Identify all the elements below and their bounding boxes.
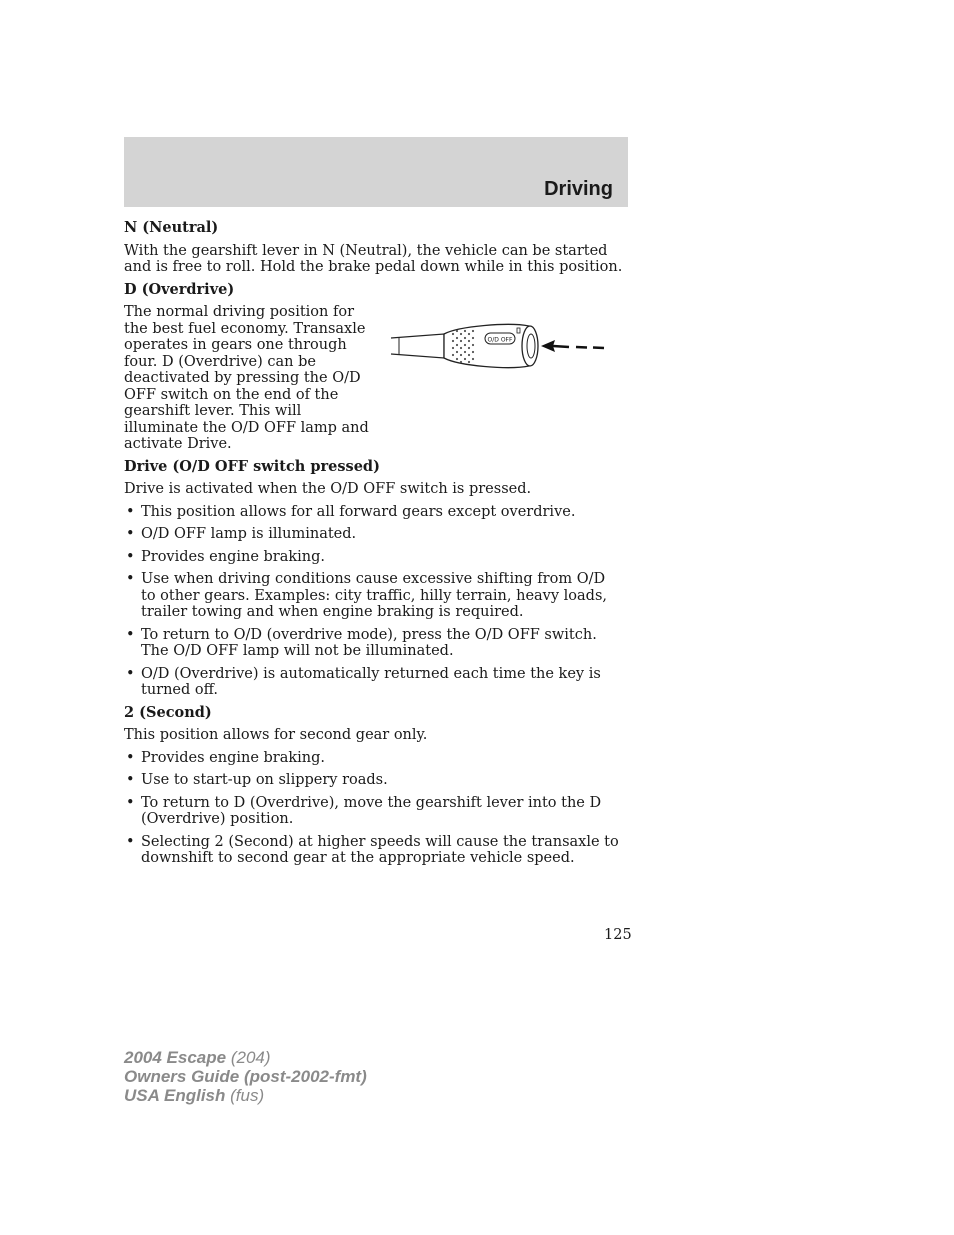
page-number: 125 xyxy=(604,927,632,943)
neutral-heading: N (Neutral) xyxy=(124,219,219,236)
list-item: • Provides engine braking. xyxy=(124,549,624,566)
section-header-band xyxy=(124,137,628,207)
overdrive-section xyxy=(124,304,624,453)
overdrive-heading: D (Overdrive) xyxy=(124,280,235,298)
second-text: This position allows for second gear only. xyxy=(124,727,428,743)
document-footer xyxy=(124,1048,367,1105)
list-item: • O/D (Overdrive) is automatically returned each time the key is turned off. xyxy=(124,666,624,699)
list-item: • Provides engine braking. xyxy=(124,750,624,767)
list-item: • To return to O/D (overdrive mode), press the O/D OFF switch. The O/D OFF lamp will not be illuminated. xyxy=(124,627,624,660)
footer-line-language xyxy=(124,1086,367,1105)
footer-line-guide xyxy=(124,1067,367,1086)
footer-model-code: (204) xyxy=(230,1048,271,1067)
list-item: • Use to start-up on slippery roads. xyxy=(124,772,624,789)
footer-language: USA English xyxy=(124,1086,226,1105)
drive-heading: Drive (O/D OFF switch pressed) xyxy=(124,457,380,475)
list-item: • This position allows for all forward gears except overdrive. xyxy=(124,504,624,521)
footer-model: 2004 Escape xyxy=(124,1048,227,1067)
second-bullet-list xyxy=(124,750,624,867)
neutral-text: With the gearshift lever in N (Neutral), the vehicle can be started and is free to roll. Hold the brake pedal down while in this position. xyxy=(124,242,623,275)
list-item: • O/D OFF lamp is illuminated. xyxy=(124,526,624,543)
second-heading: 2 (Second) xyxy=(124,703,212,721)
page-content xyxy=(124,220,624,873)
overdrive-text: The normal driving position for the best fuel economy. Transaxle operates in gears one through four. D (Overdrive) can be deactivated by pressing the O/D OFF switch on the end of the gearshift lever. This will illuminate the O/D OFF lamp and activate Drive. xyxy=(124,304,369,452)
list-item: • To return to D (Overdrive), move the gearshift lever into the D (Overdrive) position. xyxy=(124,795,624,828)
footer-language-code: (fus) xyxy=(230,1086,265,1105)
drive-bullet-list xyxy=(124,504,624,699)
section-title: Driving xyxy=(544,178,613,200)
od-off-switch-label: O/D OFF xyxy=(487,336,513,344)
footer-guide: Owners Guide (post-2002-fmt) xyxy=(124,1067,367,1086)
list-item: • Use when driving conditions cause excessive shifting from O/D to other gears. Examples: city traffic, hilly terrain, heavy loads, trailer towing and when engine braking is required. xyxy=(124,571,624,621)
drive-text: Drive is activated when the O/D OFF switch is pressed. xyxy=(124,481,532,497)
footer-line-model xyxy=(124,1048,367,1067)
list-item: • Selecting 2 (Second) at higher speeds will cause the transaxle to downshift to second gear at the appropriate vehicle speed. xyxy=(124,834,624,867)
gearshift-lever-illustration xyxy=(389,314,614,374)
